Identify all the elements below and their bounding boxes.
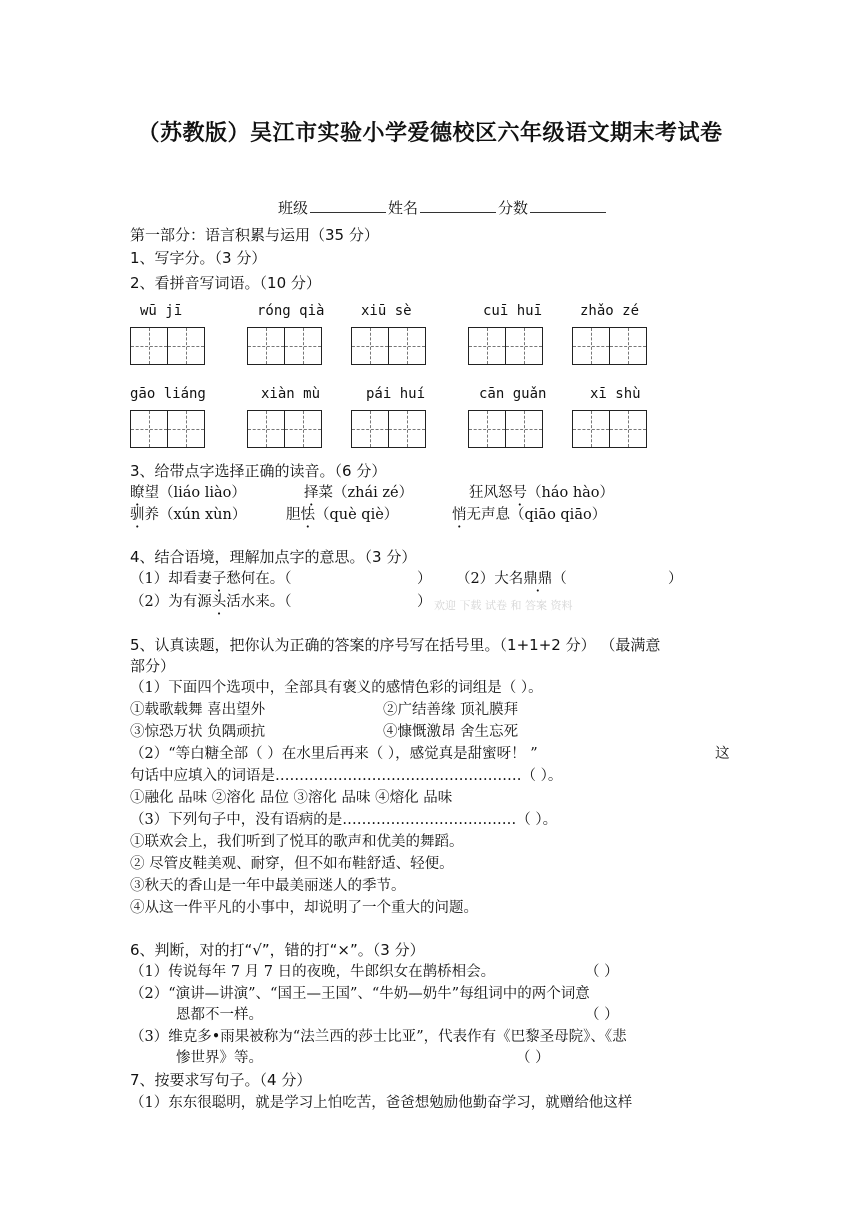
name-blank[interactable] — [420, 198, 496, 213]
option: ③惊恐万状 负隅顽抗 — [130, 724, 266, 740]
q5-sub2-tail: 这 — [715, 746, 730, 762]
judge-item: （2）“演讲—讲演”、“国王—王国”、“牛奶—奶牛”每组词中的两个词意 — [130, 986, 590, 1002]
dotted-char: 悄 — [452, 507, 467, 523]
q4-heading: 4、结合语境，理解加点字的意思。（3 分） — [130, 548, 417, 566]
q6-heading: 6、判断，对的打“√”，错的打“×”。（3 分） — [130, 941, 425, 959]
reading-item: 瞭望（liáo liào） — [130, 485, 246, 501]
dotted-char: 子 — [211, 571, 227, 587]
q5-heading: 5、认真读题，把你认为正确的答案的序号写在括号里。（1+1+2 分） （最满意 — [130, 636, 661, 654]
judge-item-cont: 惨世界》等。 — [176, 1050, 263, 1066]
q1-heading: 1、写字分。（3 分） — [130, 249, 267, 267]
pinyin-label: cān guǎn — [479, 386, 547, 402]
pinyin-label: cuī huī — [483, 303, 543, 319]
reading-item: 悄无声息（qiāo qiāo） — [452, 507, 607, 523]
writing-grid[interactable] — [351, 327, 425, 365]
judge-item-cont: 恩都不一样。 — [176, 1007, 263, 1023]
answer-paren[interactable]: （ ） — [585, 964, 619, 980]
reading-item: 驯养（xún xùn） — [130, 507, 247, 523]
reading-item: 胆怯（què qiè） — [286, 507, 399, 523]
dotted-char: 驯 — [130, 507, 145, 523]
pinyin-label: xiàn mù — [261, 386, 321, 402]
q7-sub1: （1）东东很聪明，就是学习上怕吃苦，爸爸想勉励他勤奋学习，就赠给他这样 — [130, 1095, 633, 1111]
dotted-char: 头 — [211, 594, 227, 610]
answer-paren[interactable]: ） — [668, 571, 683, 587]
answer-paren[interactable]: （ ） — [585, 1007, 619, 1023]
reading-item: 狂风怒号（háo hào） — [469, 485, 615, 501]
writing-grid[interactable] — [130, 410, 204, 448]
writing-grid[interactable] — [247, 410, 321, 448]
q5-sub2-cont: 句话中应填入的词语是……………………………………………（ ）。 — [130, 768, 563, 784]
judge-item: （1）传说每年 7 月 7 日的夜晚，牛郎织女在鹊桥相会。 — [130, 964, 496, 980]
judge-item: （3）维克多•雨果被称为“法兰西的莎士比亚”，代表作有《巴黎圣母院》、《悲 — [130, 1029, 627, 1045]
student-info — [278, 197, 608, 218]
pinyin-label: pái huí — [366, 386, 426, 402]
exam-title: （苏教版）吴江市实验小学爱德校区六年级语文期末考试卷 — [137, 121, 723, 146]
option: ①联欢会上，我们听到了悦耳的歌声和优美的舞蹈。 — [130, 834, 464, 850]
class-blank[interactable] — [310, 198, 386, 213]
q5-heading-cont: 部分） — [130, 657, 176, 675]
pinyin-label: gāo liáng — [130, 386, 206, 402]
q5-sub2: （2）“等白糖全部（ ）在水里后再来（ ），感觉真是甜蜜呀！ ” — [130, 746, 538, 762]
writing-grid[interactable] — [572, 327, 646, 365]
option: ①载歌载舞 喜出望外 — [130, 702, 266, 718]
pinyin-label: xiū sè — [361, 303, 412, 319]
writing-grid[interactable] — [468, 327, 542, 365]
q7-heading: 7、按要求写句子。（4 分） — [130, 1071, 312, 1089]
part1-heading: 第一部分：语言积累与运用（35 分） — [130, 226, 379, 244]
writing-grid[interactable] — [130, 327, 204, 365]
answer-paren[interactable]: （ ） — [516, 1050, 550, 1066]
writing-grid[interactable] — [351, 410, 425, 448]
name-label: 姓名 — [388, 199, 419, 217]
answer-paren[interactable]: ） — [417, 571, 432, 587]
dotted-char: 瞭 — [130, 485, 145, 501]
q2-heading: 2、看拼音写词语。（10 分） — [130, 274, 321, 292]
class-label: 班级 — [278, 199, 309, 217]
q4-item-1: （1）却看妻子愁何在。（ — [130, 571, 292, 587]
answer-paren[interactable]: ） — [417, 594, 432, 610]
watermark-text: 欢迎 下载 试卷 和 答案 资料 — [434, 599, 573, 612]
q5-sub1: （1）下面四个选项中，全部具有褒义的感情色彩的词组是（ ）。 — [130, 680, 543, 696]
option: ④从这一件平凡的小事中，却说明了一个重大的问题。 — [130, 900, 478, 916]
option: ② 尽管皮鞋美观、耐穿，但不如布鞋舒适、轻便。 — [130, 856, 454, 872]
option: ③秋天的香山是一年中最美丽迷人的季节。 — [130, 878, 406, 894]
pinyin-label: wū jī — [140, 303, 183, 319]
pinyin-label: xī shù — [590, 386, 641, 402]
writing-grid[interactable] — [572, 410, 646, 448]
writing-grid[interactable] — [468, 410, 542, 448]
q3-heading: 3、给带点字选择正确的读音。（6 分） — [130, 462, 387, 480]
dotted-char: 怯 — [300, 507, 315, 523]
score-label: 分数 — [498, 199, 529, 217]
q5-sub3: （3）下列句子中，没有语病的是………………………………（ ）。 — [130, 812, 558, 828]
option: ②广结善缘 顶礼膜拜 — [383, 702, 519, 718]
pinyin-label: zhǎo zé — [580, 303, 640, 319]
q4-item-3: （2）为有源头活水来。（ — [130, 594, 292, 610]
pinyin-label: róng qià — [257, 303, 325, 319]
option: ④慷慨激昂 舍生忘死 — [383, 724, 519, 740]
q4-item-2: （2）大名鼎鼎（ — [456, 571, 567, 587]
option-row: ①融化 品味 ②溶化 品位 ③溶化 品味 ④熔化 品味 — [130, 790, 453, 806]
dotted-char: 鼎鼎 — [523, 571, 553, 587]
reading-item: 择菜（zhái zé） — [304, 485, 414, 501]
score-blank[interactable] — [530, 198, 606, 213]
dotted-char: 择 — [304, 485, 319, 501]
writing-grid[interactable] — [247, 327, 321, 365]
dotted-char: 号 — [512, 485, 527, 501]
